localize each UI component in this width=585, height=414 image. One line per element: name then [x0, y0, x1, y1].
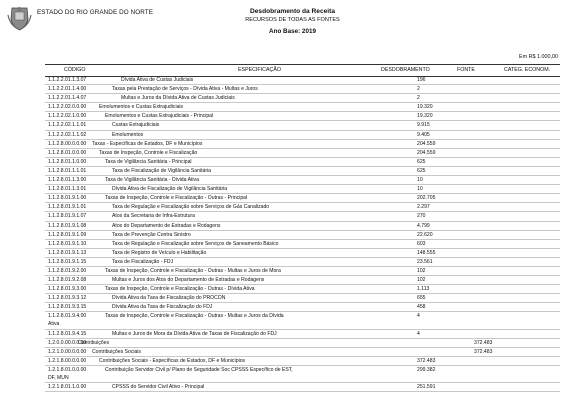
table-row — [45, 231, 560, 240]
row-code: 1.1.2.8.01.9.1.07 — [48, 213, 87, 220]
row-code: 1.2.0.0.00.0.0.00 — [48, 339, 87, 346]
row-code: 1.1.2.2.02.1.0.00 — [48, 113, 87, 120]
row-desdobramento: 23.561 — [417, 258, 433, 265]
col-fonte: FONTE — [457, 67, 475, 73]
row-desdobramento: 299.382 — [417, 367, 436, 373]
row-code: 1.1.2.2.01.1.4.07 — [48, 95, 87, 102]
row-description: Taxa de Registro de Veículo e Habilitação — [112, 249, 207, 256]
row-code: 1.1.2.8.01.1.3.00 — [48, 177, 87, 184]
table-row — [45, 267, 560, 276]
row-code: 1.2.1.8.01.1.0.00 — [48, 384, 87, 391]
row-code: 1.1.2.8.01.1.0.00 — [48, 158, 87, 165]
row-description: Taxas de Inspeção, Controle e Fiscalização - Outras - Multas e Juros de Mora — [105, 267, 281, 274]
row-description-continued: DF, MUN — [48, 375, 69, 381]
table-row — [45, 339, 560, 348]
row-desdobramento: 10 — [417, 186, 423, 193]
table-row — [45, 366, 560, 383]
row-code: 1.1.2.8.01.1.1.01 — [48, 167, 87, 174]
row-description: Dívida Ativa da Taxa de Fiscalização do FDJ — [112, 304, 213, 311]
row-code: 1.2.1.0.00.0.0.00 — [48, 348, 87, 355]
row-description: Taxa de Vigilância Sanitária - Principal — [105, 158, 192, 165]
row-code: 1.2.1.8.00.0.0.00 — [48, 357, 87, 364]
row-description: Custas Extrajudiciais — [112, 122, 160, 129]
col-desdobramento: DESDOBRAMENTO — [381, 67, 430, 73]
table-row — [45, 240, 560, 249]
row-description: Taxas - Específicas de Estados, DF e Municípios — [92, 140, 203, 147]
table-row — [45, 149, 560, 158]
row-desdobramento: 251.591 — [417, 384, 436, 391]
row-code: 1.1.2.8.00.0.0.00 — [48, 140, 87, 147]
row-desdobramento: 19.320 — [417, 104, 433, 111]
table-row — [45, 249, 560, 258]
row-code: 1.1.2.8.01.9.1.08 — [48, 222, 87, 229]
row-description: Atos da Secretaria de Infra-Estrutura — [112, 213, 195, 220]
row-code: 1.1.2.8.01.9.2.00 — [48, 267, 87, 274]
row-code: 1.1.2.8.01.9.3.12 — [48, 295, 87, 302]
row-desdobramento: 4 — [417, 330, 420, 337]
table-row — [45, 140, 560, 149]
row-description: Contribuições Sociais — [92, 348, 141, 355]
row-description: Atos do Departamento de Estradas e Rodagens — [112, 222, 221, 229]
table-row — [45, 294, 560, 303]
table-row — [45, 103, 560, 112]
row-desdobramento: 196 — [417, 77, 426, 83]
row-fonte: 372.483 — [474, 339, 493, 346]
row-desdobramento: 2 — [417, 95, 420, 102]
row-desdobramento: 655 — [417, 295, 426, 302]
row-description: Multas e Juros de Mora da Dívida Ativa de Taxas de Fiscalização do FDJ — [112, 330, 277, 337]
table-row — [45, 383, 560, 392]
row-desdobramento: 458 — [417, 304, 426, 311]
row-code: 1.1.2.2.01.1.3.07 — [48, 77, 87, 83]
row-description: Emolumentos e Custas Extrajudiciais — [99, 104, 184, 111]
row-desdobramento: 9.915 — [417, 122, 430, 129]
col-especificacao: ESPECIFICAÇÃO — [238, 67, 281, 73]
table-row — [45, 276, 560, 285]
row-desdobramento: 2.297 — [417, 204, 430, 211]
currency-units: Em R$ 1.000,00 — [519, 54, 558, 60]
row-desdobramento: 204.559 — [417, 149, 436, 156]
row-description: CPSSS do Servidor Civil Ativo - Principal — [112, 384, 205, 391]
table-row — [45, 167, 560, 176]
table-row — [45, 121, 560, 130]
row-desdobramento: 204.559 — [417, 140, 436, 147]
table-row — [45, 203, 560, 212]
row-fonte: 372.483 — [474, 348, 493, 355]
row-description: Taxa de Fiscalização - FDJ — [112, 258, 174, 265]
row-code: 1.1.2.2.02.1.1.01 — [48, 122, 87, 129]
report-subtitle: RECURSOS DE TODAS AS FONTES — [245, 17, 340, 23]
row-desdobramento: 372.483 — [417, 357, 436, 364]
col-categ-econom: CATEG. ECONOM. — [504, 67, 551, 73]
table-row — [45, 85, 560, 94]
row-desdobramento: 625 — [417, 167, 426, 174]
row-desdobramento: 19.320 — [417, 113, 433, 120]
row-code: 1.1.2.8.01.9.1.09 — [48, 231, 87, 238]
row-description: Taxa de Regulação e Fiscalização sobre Serviços de Gás Canalizado — [112, 204, 270, 211]
row-code: 1.1.2.8.01.9.1.10 — [48, 240, 87, 247]
table-row — [45, 112, 560, 121]
table-row — [45, 176, 560, 185]
row-description-continued: Ativa — [48, 321, 60, 328]
row-description: Contribuição Servidor Civil p/ Plano de Seguridade Soc CPSSS Específico de EST, — [105, 367, 293, 373]
row-desdobramento: 4 — [417, 313, 420, 320]
row-description: Dívida Ativa de Custas Judiciais — [121, 77, 194, 83]
row-code: 1.1.2.2.01.1.4.00 — [48, 86, 87, 93]
row-description: Taxas de Inspeção, Controle e Fiscalização - Outras - Principal — [105, 195, 248, 202]
row-desdobramento: 102 — [417, 267, 426, 274]
row-desdobramento: 148.555 — [417, 249, 436, 256]
row-desdobramento: 2 — [417, 86, 420, 93]
row-code: 1.1.2.8.01.9.1.15 — [48, 258, 87, 265]
row-description: Dívida Ativa da Taxa de Fiscalização do PROCON — [112, 295, 226, 302]
row-description: Taxas de Inspeção, Controle e Fiscalização - Outras - Multas e Juros da Dívida — [105, 313, 284, 320]
row-code: 1.1.2.8.01.0.0.00 — [48, 149, 87, 156]
row-code: 1.1.2.8.01.9.4.15 — [48, 330, 87, 337]
table-row — [45, 285, 560, 294]
report-title: Desdobramento da Receita — [249, 8, 335, 15]
row-description: Taxa de Vigilância Sanitária - Dívida Ativa — [105, 177, 199, 184]
table-row — [45, 158, 560, 167]
table-row — [45, 258, 560, 267]
base-year: Ano Base: 2019 — [269, 28, 316, 35]
row-description: Emolumentos — [112, 131, 144, 138]
row-desdobramento: 22.620 — [417, 231, 433, 238]
row-code: 1.1.2.8.01.9.4.00 — [48, 313, 87, 320]
table-row — [45, 94, 560, 103]
table-row — [45, 212, 560, 221]
col-codigo: CÓDIGO — [64, 67, 86, 73]
table-row — [45, 76, 560, 85]
row-description: Taxa de Prevenção Contra Sinistro — [112, 231, 191, 238]
row-description: Taxas de Inspeção, Controle e Fiscalização - Outras - Dívida Ativa — [105, 286, 255, 293]
row-desdobramento: 202.705 — [417, 195, 436, 202]
row-description: Taxa de Fiscalização de Vigilância Sanitária — [112, 167, 212, 174]
row-code: 1.1.2.8.01.9.3.15 — [48, 304, 87, 311]
row-code: 1.1.2.8.01.9.1.13 — [48, 249, 87, 256]
row-description: Contribuições Sociais - Específicas de Estados, DF e Municípios — [99, 357, 246, 364]
table-row — [45, 194, 560, 203]
row-desdobramento: 1.113 — [417, 286, 430, 293]
table-row — [45, 357, 560, 366]
row-code: 1.1.2.8.01.9.1.01 — [48, 204, 87, 211]
row-description: Taxa de Regulação e Fiscalização sobre Serviços de Saneamento Básico — [112, 240, 279, 247]
revenue-table — [45, 76, 560, 392]
row-description: Dívida Ativa de Fiscalização de Vigilância Sanitária — [112, 186, 228, 193]
row-code: 1.1.2.8.01.9.1.00 — [48, 195, 87, 202]
row-code: 1.1.2.8.01.9.3.00 — [48, 286, 87, 293]
table-row — [45, 131, 560, 140]
table-row — [45, 312, 560, 329]
row-description: Taxas pela Prestação de Serviços - Dívida Ativa - Multas e Juros — [112, 86, 258, 93]
row-code: 1.1.2.2.02.0.0.00 — [48, 104, 87, 111]
table-row — [45, 185, 560, 194]
row-desdobramento: 603 — [417, 240, 426, 247]
row-desdobramento: 270 — [417, 213, 426, 220]
table-row — [45, 330, 560, 339]
row-code: 1.1.2.2.02.1.1.02 — [48, 131, 87, 138]
row-description: Contribuições — [78, 339, 110, 346]
row-description: Taxas de Inspeção, Controle e Fiscalização — [99, 149, 198, 156]
row-desdobramento: 102 — [417, 277, 426, 284]
row-code: 1.2.1.8.01.0.0.00 — [48, 367, 87, 373]
table-row — [45, 348, 560, 357]
state-name: ESTADO DO RIO GRANDE DO NORTE — [37, 9, 154, 16]
table-row — [45, 222, 560, 231]
row-code: 1.1.2.8.01.1.3.01 — [48, 186, 87, 193]
row-desdobramento: 4.799 — [417, 222, 430, 229]
row-description: Emolumentos e Custas Extrajudiciais - Principal — [105, 113, 214, 120]
row-desdobramento: 9.405 — [417, 131, 430, 138]
row-desdobramento: 625 — [417, 158, 426, 165]
row-description: Multas e Juros dos Atos do Departamento de Estradas e Rodagens — [112, 277, 265, 284]
row-desdobramento: 10 — [417, 177, 423, 184]
row-description: Multas e Juros da Dívida Ativa de Custas Judiciais — [121, 95, 235, 102]
row-code: 1.1.2.8.01.9.2.08 — [48, 277, 87, 284]
table-row — [45, 303, 560, 312]
